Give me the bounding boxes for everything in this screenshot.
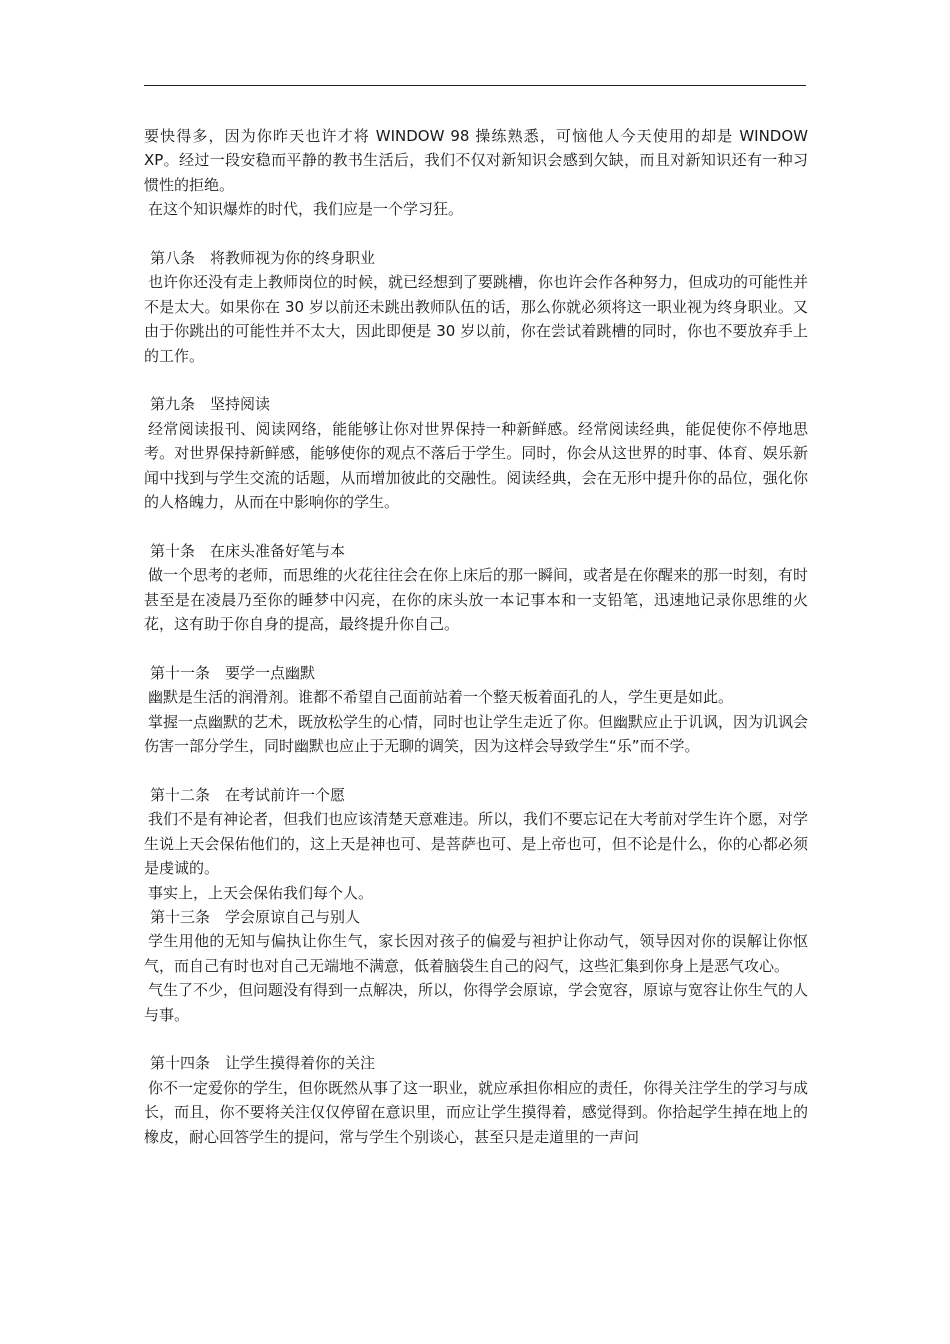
body-paragraph: 学生用他的无知与偏执让你生气，家长因对孩子的偏爱与袒护让你动气，领导因对你的误解让你怄气，而自己有时也对自己无端地不满意，低着脑袋生自己的闷气，这些汇集到你身上是恶气攻心。 [144,932,808,975]
header-rule [144,85,806,86]
body-paragraph: 你不一定爱你的学生，但你既然从事了这一职业，就应承担你相应的责任，你得关注学生的学习与成长，而且，你不要将关注仅仅停留在意识里，而应让学生摸得着，感觉得到。你拾起学生掉在地上的橡皮，耐心回答学生的提问，常与学生个别谈心，甚至只是走道里的一声问 [144,1078,809,1146]
body-paragraph: 也许你还没有走上教师岗位的时候，就已经想到了要跳槽，你也许会作各种努力，但成功的可能性并不是太大。如果你在 30 岁以前还未跳出教师队伍的话，那么你就必须将这一职业视为终身职业。又由于你跳出的可能性并不太大，因此即便是 30 岁以前，你在尝试着跳槽的同时，你也不要放弃手上的工作。 [144,273,809,365]
section-heading: 第十四条 让学生摸得着你的关注 [150,1054,376,1073]
body-paragraph: 经常阅读报刊、阅读网络，能能够让你对世界保持一种新鲜感。经常阅读经典，能促使你不停地思考。对世界保持新鲜感，能够使你的观点不落后于学生。同时，你会从这世界的时事、体育、娱乐新闻中找到与学生交流的话题，从而增加彼此的交融性。阅读经典，会在无形中提升你的品位，强化你的人格魄力，从而在中影响你的学生。 [144,419,808,512]
body-paragraph: 我们不是有神论者，但我们也应该清楚天意难违。所以，我们不要忘记在大考前对学生许个愿，对学生说上天会保佑他们的，这上天是神也可、是菩萨也可、是上帝也可，但不论是什么，你的心都必须是虔诚的。 [144,810,809,878]
paragraph-gap [144,636,808,660]
body-paragraph: 幽默是生活的润滑剂。谁都不希望自己面前站着一个整天板着面孔的人，学生更是如此。 [148,688,734,707]
paragraph-gap [144,1027,808,1051]
body-paragraph: 要快得多，因为你昨天也许才将 WINDOW 98 操练熟悉，可恼他人今天使用的却是 WINDOW XP。经过一段安稳而平静的教书生活后，我们不仅对新知识会感到欠缺，而且对新知识还有一种习惯性的拒绝。 [144,127,808,194]
section-heading: 第九条 坚持阅读 [150,395,271,414]
body-paragraph: 在这个知识爆炸的时代，我们应是一个学习狂。 [148,200,464,219]
paragraph-gap [144,368,808,392]
paragraph-gap [144,222,808,246]
paragraph-gap [144,514,808,538]
section-heading: 第十一条 要学一点幽默 [150,663,316,682]
document-body [144,124,808,1149]
body-paragraph: 气生了不少，但问题没有得到一点解决，所以，你得学会原谅，学会宽容，原谅与宽容让你生气的人与事。 [144,981,809,1024]
section-heading: 第十二条 在考试前许一个愿 [150,785,346,804]
section-heading: 第十三条 学会原谅自己与别人 [150,907,361,926]
section-heading: 第八条 将教师视为你的终身职业 [150,249,376,268]
body-paragraph: 做一个思考的老师，而思维的火花往往会在你上床后的那一瞬间，或者是在你醒来的那一时刻，有时甚至是在凌晨乃至你的睡梦中闪亮，在你的床头放一本记事本和一支铅笔，迅速地记录你思维的火花，这有助于你自身的提高，最终提升你自己。 [144,566,809,634]
body-paragraph: 事实上，上天会保佑我们每个人。 [148,883,374,902]
body-paragraph: 掌握一点幽默的艺术，既放松学生的心情，同时也让学生走近了你。但幽默应止于讥讽，因为讥讽会伤害一部分学生，同时幽默也应止于无聊的调笑，因为这样会导致学生“乐”而不学。 [144,712,809,756]
paragraph-gap [144,759,808,783]
section-heading: 第十条 在床头准备好笔与本 [150,541,346,560]
